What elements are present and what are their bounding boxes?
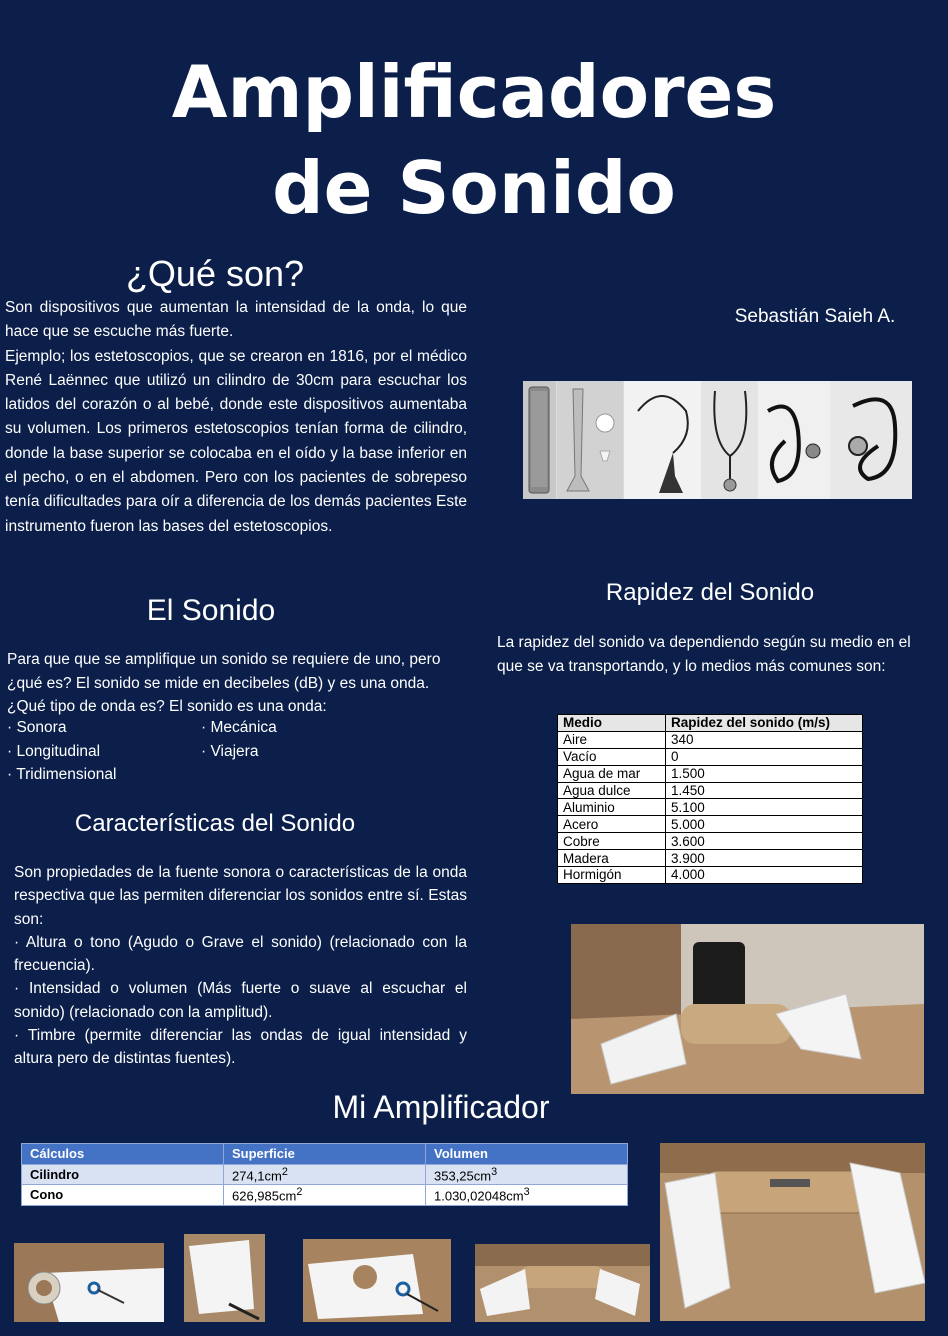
list-item: · Mecánica (201, 716, 391, 740)
table-row (558, 748, 863, 765)
caracteristicas-intro: Son propiedades de la fuente sonora o características de la onda respectiva que las permiten diferenciar los sonidos entre sí. Estas son: (14, 864, 467, 928)
medium-cell: Cobre (558, 833, 666, 850)
wave-types-list-right (201, 716, 391, 763)
speed-cell: 3.900 (666, 850, 863, 867)
calc-volume-exponent: 3 (491, 1165, 498, 1178)
calc-surface-exponent: 2 (296, 1186, 303, 1199)
speed-cell: 3.600 (666, 833, 863, 850)
speed-cell: 5.000 (666, 816, 863, 833)
list-item: · Longitudinal (7, 740, 197, 764)
speed-table-header-row (558, 715, 863, 732)
que-son-paragraph-1: Son dispositivos que aumentan la intensidad de la onda, lo que hace que se escuche más fuerte. (5, 299, 467, 341)
process-photo-1 (14, 1243, 164, 1322)
speed-cell: 5.100 (666, 799, 863, 816)
wave-types-list-left (7, 716, 197, 787)
el-sonido-text: Para que que se amplifique un sonido se requiere de uno, pero ¿qué es? El sonido se mide en decibeles (dB) y es una onda. ¿Qué tipo de onda es? El sonido es una onda: (7, 651, 441, 715)
calc-row-label: Cono (22, 1185, 224, 1206)
calc-surface-value: 626,985cm (232, 1188, 297, 1204)
caracteristicas-item-altura: · Altura o tono (Agudo o Grave el sonido) (relacionado con la frecuencia). (14, 933, 467, 975)
calc-surface-exponent: 2 (281, 1165, 288, 1178)
title-line-2: de Sonido (272, 146, 676, 230)
el-sonido-heading: El Sonido (146, 594, 276, 627)
medium-cell: Hormigón (558, 867, 666, 884)
medium-cell: Vacío (558, 748, 666, 765)
calc-row-label: Cilindro (22, 1164, 224, 1185)
process-photo-2 (184, 1234, 265, 1322)
calc-volume-cell (426, 1185, 628, 1206)
table-row (558, 765, 863, 782)
list-item: · Sonora (7, 716, 197, 740)
calc-header-calculos: Cálculos (22, 1144, 224, 1165)
table-row (558, 850, 863, 867)
caracteristicas-heading: Características del Sonido (74, 810, 356, 837)
calc-volume-exponent: 3 (523, 1186, 530, 1199)
process-illustration-3 (303, 1239, 451, 1322)
speed-cell: 340 (666, 731, 863, 748)
table-row (558, 833, 863, 850)
medium-cell: Aluminio (558, 799, 666, 816)
amplifier-closeup-illustration (660, 1143, 925, 1321)
calc-volume-value: 353,25cm (434, 1167, 492, 1183)
author-name: Sebastián Saieh A. (734, 306, 896, 327)
calc-header-volumen: Volumen (426, 1144, 628, 1165)
caracteristicas-text (14, 861, 467, 1071)
process-photo-3 (303, 1239, 451, 1322)
amplifier-phone-illustration (571, 924, 924, 1094)
calculations-header-row (22, 1144, 628, 1165)
poster-title (0, 44, 948, 236)
table-row (558, 867, 863, 884)
table-row (22, 1164, 628, 1185)
stethoscope-evolution-illustration (523, 381, 912, 499)
calc-volume-cell (426, 1164, 628, 1185)
table-row (558, 731, 863, 748)
medium-cell: Acero (558, 816, 666, 833)
process-illustration-4 (475, 1244, 650, 1322)
stethoscope-evolution-image (523, 381, 912, 499)
rapidez-heading: Rapidez del Sonido (605, 579, 815, 606)
speed-cell: 4.000 (666, 867, 863, 884)
que-son-paragraph-2: Ejemplo; los estetoscopios, que se crearon en 1816, por el médico René Laënnec que utilizó un cilindro de 30cm para escuchar los latidos del corazón o al bebé, donde este dispositivos aumentaba su volumen. Los primeros estetoscopios tenían forma de cilindro, donde la base superior se colocaba en el oído y la base inferior en el pecho, o en el abdomen. Pero con los pacientes de sobrepeso tenía dificultades para oír a diferencia de los demás pacientes Este instrumento fueron las bases del estetoscopios. (5, 347, 467, 535)
calc-surface-cell (224, 1164, 426, 1185)
speed-cell: 1.450 (666, 782, 863, 799)
caracteristicas-item-intensidad: · Intensidad o volumen (Más fuerte o suave al escuchar el sonido) (relacionado con la amplitud). (14, 980, 467, 1021)
list-item: · Viajera (201, 740, 391, 764)
medium-cell: Madera (558, 850, 666, 867)
speed-of-sound-table (557, 714, 863, 884)
calc-surface-value: 274,1cm (232, 1167, 282, 1183)
medium-cell: Aire (558, 731, 666, 748)
title-line-1: Amplificadores (171, 50, 777, 134)
rapidez-text: La rapidez del sonido va dependiendo según su medio en el que se va transportando, y lo medios más comunes son: (497, 634, 911, 675)
table-row (558, 782, 863, 799)
amplifier-phone-photo (571, 924, 924, 1094)
calc-volume-value: 1.030,02048cm (434, 1188, 524, 1204)
speed-table-body (558, 715, 863, 884)
calculations-table (21, 1143, 628, 1206)
list-item: · Tridimensional (7, 763, 197, 787)
process-photo-4 (475, 1244, 650, 1322)
process-illustration-1 (14, 1243, 164, 1322)
mi-amplificador-heading: Mi Amplificador (332, 1089, 550, 1125)
que-son-heading: ¿Qué son? (125, 253, 305, 294)
speed-cell: 1.500 (666, 765, 863, 782)
speed-table-header-speed: Rapidez del sonido (m/s) (666, 715, 863, 732)
speed-table-header-medium: Medio (558, 715, 666, 732)
que-son-text (5, 296, 467, 539)
calc-header-superficie: Superficie (224, 1144, 426, 1165)
table-row (558, 799, 863, 816)
table-row (22, 1185, 628, 1206)
caracteristicas-item-timbre: · Timbre (permite diferenciar las ondas de igual intensidad y altura pero de distintas fuentes). (14, 1027, 467, 1068)
table-row (558, 816, 863, 833)
amplifier-closeup-photo (660, 1143, 925, 1321)
medium-cell: Agua de mar (558, 765, 666, 782)
medium-cell: Agua dulce (558, 782, 666, 799)
process-illustration-2 (184, 1234, 265, 1322)
calc-surface-cell (224, 1185, 426, 1206)
speed-cell: 0 (666, 748, 863, 765)
